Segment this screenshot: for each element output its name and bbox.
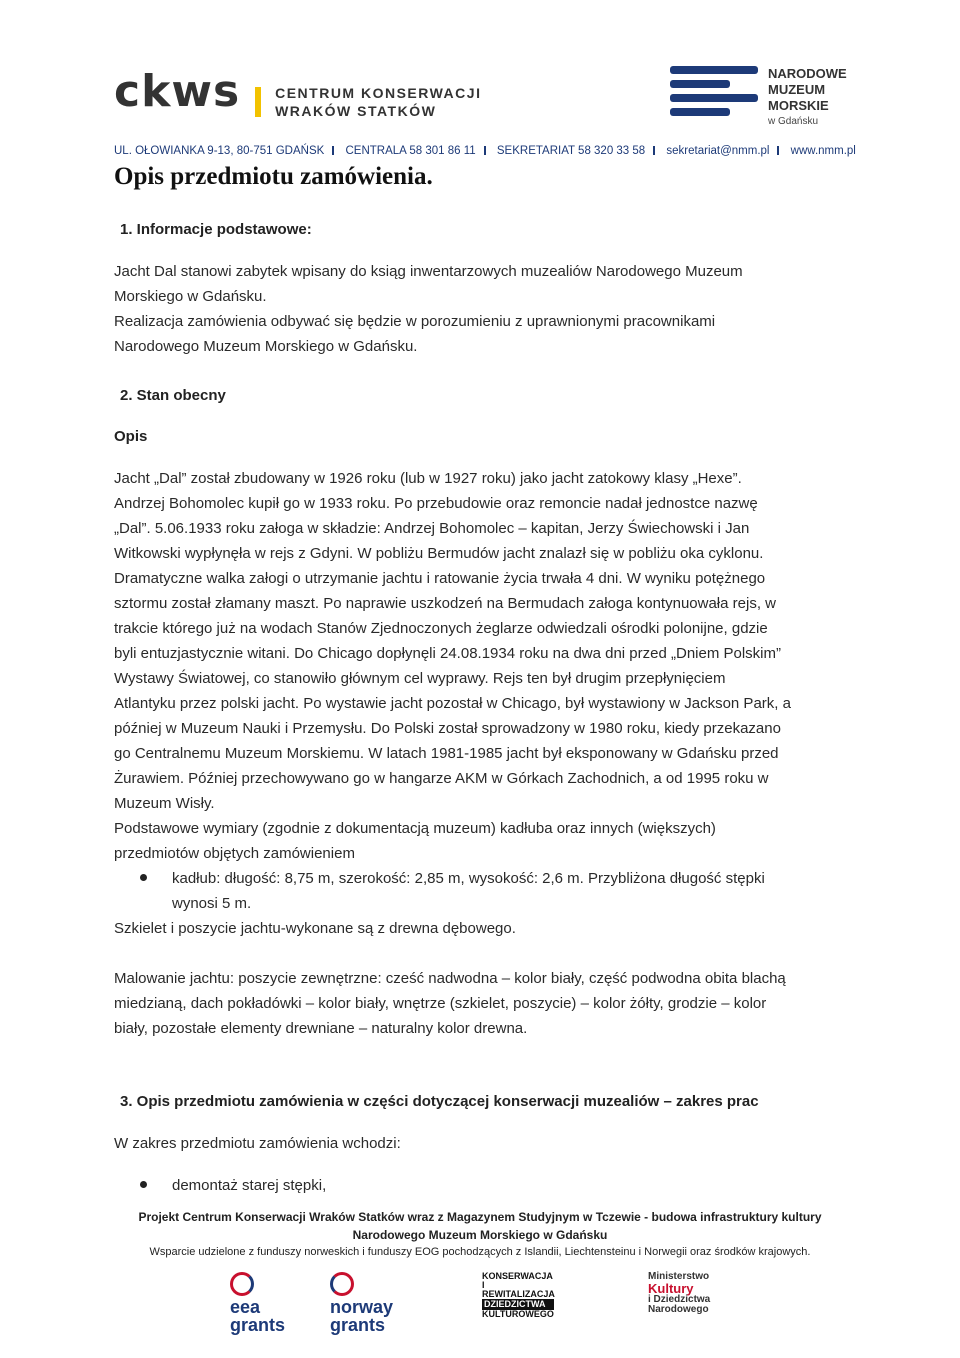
museum-name: NARODOWE MUZEUM MORSKIE w Gdańsku: [768, 66, 847, 127]
footer-support: Wsparcie udzielone z funduszy norweskich i funduszy EOG pochodzących z Islandii, Liechtensteinu i Norwegii oraz środków krajowych.: [149, 1246, 811, 1258]
contact-line: UL. OŁOWIANKA 9-13, 80-751 GDAŃSK CENTRALA 58 301 86 11 SEKRETARIAT 58 320 33 58 sekretariat@nmm.pl www.nmm.pl: [114, 145, 856, 157]
ckws-logo: [114, 66, 481, 120]
logo-separator: [255, 87, 261, 117]
section3-heading: 3. Opis przedmiotu zamówienia w części dotyczącej konserwacji muzealiów – zakres prac: [120, 1093, 759, 1110]
section2-heading: 2. Stan obecny: [120, 387, 226, 404]
bullet-icon: [140, 874, 147, 881]
material-text: Szkielet i poszycie jachtu-wykonane są z drewna dębowego.: [114, 920, 516, 937]
footer-logos: [230, 1271, 730, 1335]
section1-heading: 1. Informacje podstawowe:: [120, 221, 312, 238]
list-item: demontaż starej stępki,: [140, 1173, 846, 1198]
section2-text: Jacht „Dal” został zbudowany w 1926 roku (lub w 1927 roku) jako jacht zatokowy klasy „Hexe”. Andrzej Bohomolec kupił go w 1933 roku. Po przebudowie oraz remoncie nadał jednostce nazwę „Dal”. 5.06.1933 roku załoga w składzie: Andrzej Bohomolec – kapitan, Jerzy Świechowski i Jan Witkowski wypłynęła w rejs z Gdyni. W pobliżu Bermudów jacht znalazł się w pobliżu oka cyklonu. Dramatyczne walka załogi o utrzymanie jachtu i ratowanie życia trwała 4 dni. W wyniku potężnego sztormu został złamany maszt. Po naprawie uszkodzeń na Bermudach załoga kontynuowała rejs, w trakcie którego już na wodach Stanów Zjednoczonych żeglarze odwiedzali ośrodki polonijne, gdzie byli entuzjastycznie witani. Do Chicago dopłynęli 24.08.1934 roku na dwa dni przed „Dniem Polskim” Wystawy Światowej, co stanowiło głównym cel wyprawy. Rejs ten był drugim przepłynięciem Atlantyku przez polski jacht. Po wystawie jacht pozostał w Chicago, był wystawiony w Jackson Park, a później w Muzeum Nauki i Przemysłu. Do Polski został sprowadzony w 1980 roku, kiedy przekazano go Centralnemu Muzeum Morskiemu. W latach 1981-1985 jacht był eksponowany w Gdańsku przed Żurawiem. Później przechowywano go w hangarze AKM w Górkach Zachodnich, a od 1995 roku w Muzeum Wisły. Podstawowe wymiary (zgodnie z dokumentacją muzeum) kadłuba oraz innych (większych) przedmiotów objętych zamówieniem: [114, 470, 791, 862]
section3-intro: W zakres przedmiotu zamówienia wchodzi:: [114, 1135, 401, 1152]
footer-project: Projekt Centrum Konserwacji Wraków Statków wraz z Magazynem Studyjnym w Tczewie - budowa infrastruktury kultury: [138, 1210, 822, 1224]
section1-text: Jacht Dal stanowi zabytek wpisany do ksiąg inwentarzowych muzealiów Narodowego Muzeum Morskiego w Gdańsku. Realizacja zamówienia odbywać się będzie w porozumieniu z uprawnionymi pracownikami Narodowego Muzeum Morskiego w Gdańsku.: [114, 263, 743, 355]
page-title: Opis przedmiotu zamówienia.: [114, 163, 433, 190]
norway-circle-icon: [330, 1272, 354, 1296]
eea-circle-icon: [230, 1272, 254, 1296]
ministry-culture-logo: Ministerstwo Kultury i Dziedzictwa Narodowego: [648, 1271, 711, 1315]
norway-grants-logo: norway grants: [330, 1272, 420, 1334]
museum-logo: [670, 66, 847, 130]
email-link[interactable]: sekretariat@nmm.pl: [666, 145, 770, 157]
paint-text: Malowanie jachtu: poszycie zewnętrzne: cześć nadwodna – kolor biały, część podwodna obita blachą miedzianą, dach pokładówki – kolor biały, wnętrze (szkielet, poszycie) – kolor żółty, grodzie – kolor biały, pozostałe elementy drewniane – naturalny kolor drewna.: [114, 970, 786, 1037]
center-name: CENTRUM KONSERWACJI WRAKÓW STATKÓW: [275, 84, 482, 119]
eea-grants-logo: eea grants: [230, 1272, 310, 1334]
museum-mark-icon: [670, 66, 758, 122]
ckws-wordmark: ckws: [114, 66, 241, 117]
list-item: kadłub: długość: 8,75 m, szerokość: 2,85 m, wysokość: 2,6 m. Przybliżona długość stępki wynosi 5 m.: [140, 866, 846, 916]
section2-subheading: Opis: [114, 428, 148, 445]
footer-museum: Narodowego Muzeum Morskiego w Gdańsku: [352, 1228, 608, 1242]
bullet-icon: [140, 1181, 147, 1188]
website-link[interactable]: www.nmm.pl: [790, 145, 856, 157]
heritage-conservation-logo: KONSERWACJA I REWITALIZACJA DZIEDZICTWA KULTUROWEGO: [482, 1271, 555, 1319]
